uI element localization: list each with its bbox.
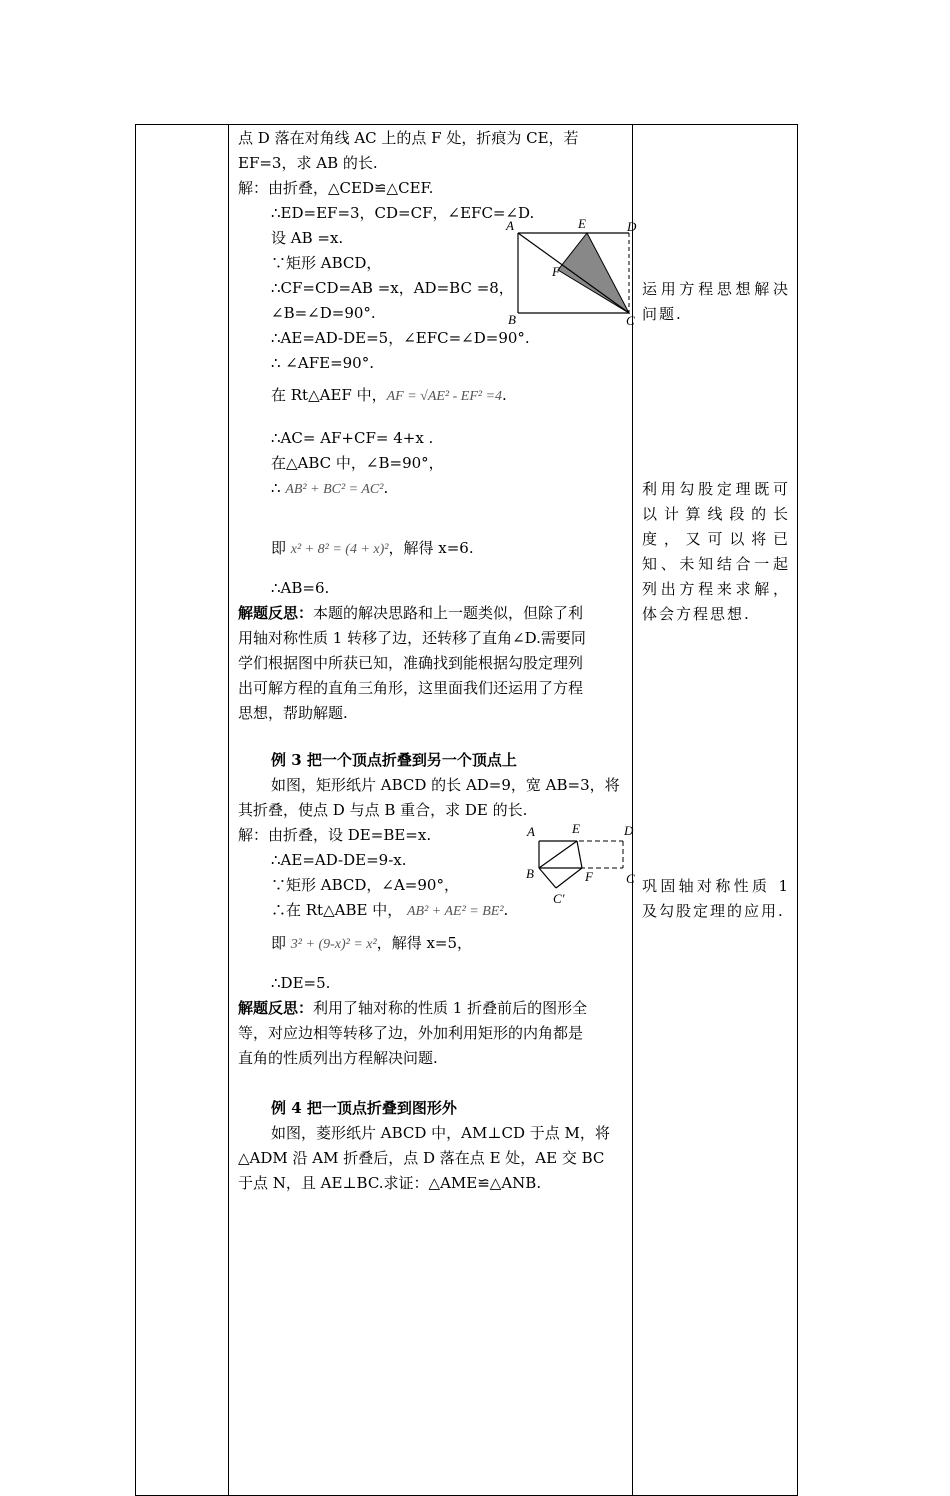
text: ∴ <box>271 479 281 497</box>
label-c: C <box>626 313 635 328</box>
ex3-line: ∴DE=5. <box>271 974 331 992</box>
text: 即 <box>271 539 287 557</box>
ex4-line: △ADM 沿 AM 折叠后，点 D 落在点 E 处，AE 交 BC <box>238 1149 605 1167</box>
edge-bc2 <box>539 868 556 888</box>
ex2-line: ∴CF=CD=AB =x，AD=BC =8， <box>271 279 514 297</box>
ex2-reflection: 学们根据图中所获已知，准确找到能根据勾股定理列 <box>238 654 584 672</box>
text: 即 <box>271 934 287 952</box>
ex3-title: 例 3 把一个顶点折叠到另一个顶点上 <box>271 751 517 769</box>
label-b: B <box>508 312 516 327</box>
reflection-label: 解题反思： <box>238 604 314 622</box>
formula: 3² + (9-x)² = x² <box>290 937 377 952</box>
label-f: F <box>585 869 593 884</box>
ex2-line <box>271 478 388 500</box>
reflection-label: 解题反思： <box>238 999 314 1017</box>
text: 本题的解决思路和上一题类似，但除了利 <box>313 604 584 622</box>
text: ，解得 x=6. <box>388 539 474 557</box>
note-symmetry: 巩固轴对称性质 1 及勾股定理的应用. <box>642 877 790 920</box>
ex3-line: 其折叠，使点 D 与点 B 重合，求 DE 的长. <box>238 801 528 819</box>
ex2-line: ∴AB=6. <box>271 579 330 597</box>
label-f: F <box>552 264 560 279</box>
label-a: A <box>527 824 535 839</box>
ex3-line <box>271 933 472 955</box>
label-c-prime: C' <box>553 891 565 906</box>
ex3-reflection <box>238 998 587 1018</box>
ex2-line: 解：由折叠，△CED≌△CEF. <box>238 179 434 197</box>
text: . <box>503 901 509 919</box>
ex2-line: 设 AB =x. <box>271 229 344 247</box>
fold-figure-1 <box>500 212 645 330</box>
label-d: D <box>627 219 637 234</box>
formula: AB² + BC² = AC² <box>285 482 384 497</box>
ex3-line <box>271 900 508 922</box>
edge-c2f <box>556 868 582 888</box>
ex2-line <box>271 385 507 407</box>
ex4-title: 例 4 把一顶点折叠到图形外 <box>271 1099 457 1117</box>
ex2-line: ∴AE=AD-DE=5，∠EFC=∠D=90°. <box>271 329 530 347</box>
ex3-line: 如图，矩形纸片 ABCD 的长 AD=9，宽 AB=3，将 <box>271 776 620 794</box>
ex2-line: 点 D 落在对角线 AC 上的点 F 处，折痕为 CE，若 <box>238 129 579 147</box>
text: ，解得 x=5， <box>376 934 473 952</box>
edge-be <box>539 841 577 868</box>
ex2-line: ∠B=∠D=90°. <box>271 304 376 322</box>
ex2-reflection: 思想，帮助解题. <box>238 704 348 722</box>
ex2-line: ∴ ∠AFE=90°. <box>271 354 374 372</box>
ex3-reflection: 直角的性质列出方程解决问题. <box>238 1049 438 1067</box>
fold-ef <box>577 841 582 868</box>
ex2-reflection <box>238 603 583 623</box>
column-divider <box>228 125 229 1495</box>
text: 在 Rt△AEF 中， <box>271 386 387 404</box>
text: ∴在 Rt△ABE 中， <box>271 901 403 919</box>
ex4-line: 如图，菱形纸片 ABCD 中，AM⊥CD 于点 M，将 <box>271 1124 610 1142</box>
ex3-line: ∵矩形 ABCD，∠A=90°， <box>271 876 459 894</box>
formula: AB² + AE² = BE² <box>406 904 504 919</box>
formula: AF = √AE² - EF² =4 <box>386 389 503 404</box>
ex2-line: ∵矩形 ABCD， <box>271 254 382 272</box>
shaded-triangle <box>558 233 629 313</box>
column-divider <box>632 125 633 1495</box>
ex2-reflection: 用轴对称性质 1 转移了边，还转移了直角∠D.需要同 <box>238 629 586 647</box>
fold-figure-2 <box>520 818 642 908</box>
text: . <box>383 479 389 497</box>
ex4-line: 于点 N，且 AE⊥BC.求证：△AME≌△ANB. <box>238 1174 542 1192</box>
ex3-line: ∴AE=AD-DE=9-x. <box>271 851 407 869</box>
text: . <box>502 386 507 404</box>
label-c: C <box>626 871 635 886</box>
text: 利用了轴对称的性质 1 折叠前后的图形全 <box>313 999 588 1017</box>
ex2-line: ∴AC= AF+CF= 4+x . <box>271 429 434 447</box>
ex2-reflection: 出可解方程的直角三角形，这里面我们还运用了方程 <box>238 679 584 697</box>
ex2-line: EF=3，求 AB 的长. <box>238 154 378 172</box>
diagonal-ac <box>518 233 629 313</box>
label-e: E <box>578 216 586 231</box>
label-e: E <box>572 821 580 836</box>
formula: x² + 8² = (4 + x)² <box>290 542 389 557</box>
ex2-line: 在△ABC 中，∠B=90°， <box>271 454 444 472</box>
ex2-line: ∴ED=EF=3，CD=CF，∠EFC=∠D. <box>271 204 535 222</box>
note-equation-thinking: 运用方程思想解决问题. <box>642 280 790 323</box>
ex3-reflection: 等，对应边相等转移了边，外加利用矩形的内角都是 <box>238 1024 584 1042</box>
note-pythagorean: 利用勾股定理既可以计算线段的长度，又可以将已知、未知结合一起列出方程来求解，体会方程思想. <box>642 480 790 623</box>
label-b: B <box>526 866 534 881</box>
ex2-line <box>271 538 474 560</box>
ex3-line: 解：由折叠，设 DE=BE=x. <box>238 826 432 844</box>
label-a: A <box>506 218 514 233</box>
label-d: D <box>624 823 634 838</box>
